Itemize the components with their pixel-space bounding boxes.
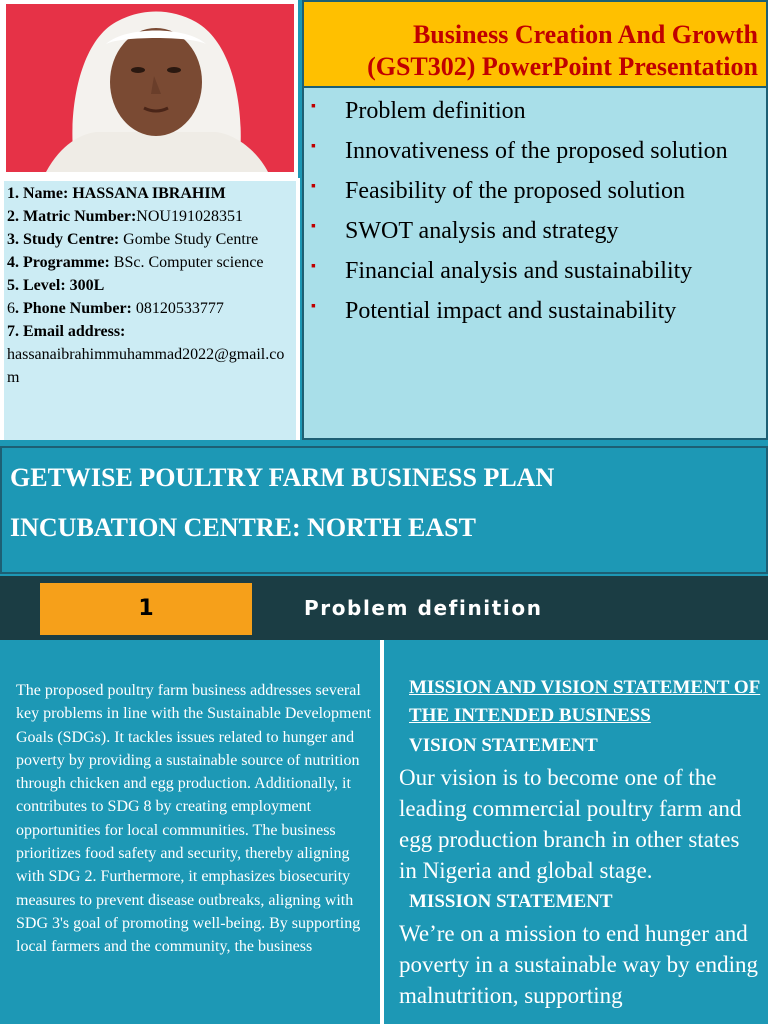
outline-item-text: Feasibility of the proposed solution bbox=[345, 178, 685, 204]
bullet-square-icon: ▪ bbox=[311, 99, 316, 114]
outline-item bbox=[308, 254, 758, 288]
bullet-square-icon: ▪ bbox=[311, 259, 316, 274]
bullet-square-icon: ▪ bbox=[311, 299, 316, 314]
programme-row bbox=[7, 251, 293, 274]
mission-label: MISSION STATEMENT bbox=[409, 891, 613, 912]
title-line-2: (GST302) PowerPoint Presentation bbox=[367, 52, 758, 81]
phone-value: 08120533777 bbox=[131, 300, 224, 317]
business-plan-header bbox=[0, 446, 768, 574]
matric-row bbox=[7, 205, 293, 228]
email-label-row bbox=[7, 320, 293, 343]
outline-item-text: Financial analysis and sustainability bbox=[345, 258, 693, 284]
student-name-row bbox=[7, 182, 293, 205]
phone-number-index: 6 bbox=[7, 300, 15, 317]
outline-item bbox=[308, 214, 758, 248]
mission-text: We’re on a mission to end hunger and poverty in a sustainable way by ending malnutrition, supporting bbox=[399, 921, 758, 1008]
outline-item bbox=[308, 134, 758, 168]
bullet-square-icon: ▪ bbox=[311, 179, 316, 194]
outline-item bbox=[308, 174, 758, 208]
vision-label: VISION STATEMENT bbox=[409, 735, 598, 756]
vision-text: Our vision is to become one of the leading commercial poultry farm and egg production branch in other states in Nigeria and global stage. bbox=[399, 765, 742, 883]
matric-label: 2. Matric Number: bbox=[7, 208, 137, 225]
phone-label: . Phone Number: bbox=[15, 300, 132, 317]
outline-item-text: Potential impact and sustainability bbox=[345, 298, 677, 324]
mission-vision-heading: MISSION AND VISION STATEMENT OF THE INTENDED BUSINESS bbox=[409, 677, 761, 726]
email-value: hassanaibrahimmuhammad2022@gmail.com bbox=[7, 346, 285, 386]
incubation-centre: INCUBATION CENTRE: NORTH EAST bbox=[10, 513, 476, 542]
programme-value: BSc. Computer science bbox=[109, 254, 264, 271]
bullet-square-icon: ▪ bbox=[311, 219, 316, 234]
outline-item bbox=[308, 294, 758, 328]
business-plan-title: GETWISE POULTRY FARM BUSINESS PLAN bbox=[10, 463, 555, 492]
outline-item bbox=[308, 94, 758, 128]
presentation-title-box bbox=[302, 0, 768, 88]
student-info-panel bbox=[4, 181, 296, 440]
outline-item-text: Innovativeness of the proposed solution bbox=[345, 138, 728, 164]
photo-background bbox=[6, 4, 294, 172]
programme-label: 4. Programme: bbox=[7, 254, 110, 271]
title-line-1: Business Creation And Growth bbox=[412, 20, 758, 49]
mission-vision-column bbox=[399, 674, 761, 1011]
phone-row bbox=[7, 297, 293, 320]
column-divider bbox=[380, 640, 384, 1024]
name-label: 1. Name: HASSANA IBRAHIM bbox=[7, 185, 226, 202]
outline-bullets-box bbox=[302, 88, 768, 440]
level-label: 5. Level: 300L bbox=[7, 277, 105, 294]
outline-item-text: Problem definition bbox=[345, 98, 526, 124]
outline-item-text: SWOT analysis and strategy bbox=[345, 218, 619, 244]
matric-value: NOU191028351 bbox=[136, 208, 243, 225]
email-label: 7. Email address: bbox=[7, 323, 126, 340]
problem-description: The proposed poultry farm business addresses several key problems in line with the Sustainable Development Goals (SDGs). It tackles issues related to hunger and poverty by providing a sustainable source of nutrition through chicken and egg production. Additionally, it contributes to SDG 8 by creating employment opportunities for local communities. The business prioritizes food safety and security, thereby aligning with SDG 2. Furthermore, it emphasizes biosecurity measures to prevent disease outbreaks, aligning with SDG 3's goal of promoting well-being. By supporting local farmers and the community, the business bbox=[16, 682, 372, 956]
section-title: Problem definition bbox=[304, 596, 543, 620]
student-photo bbox=[0, 0, 298, 178]
student-info-box bbox=[0, 178, 300, 440]
section-number: 1 bbox=[40, 583, 252, 635]
centre-label: 3. Study Centre: bbox=[7, 231, 120, 248]
centre-value: Gombe Study Centre bbox=[119, 231, 259, 248]
level-row bbox=[7, 274, 293, 297]
bullet-square-icon: ▪ bbox=[311, 139, 316, 154]
presentation-title bbox=[304, 2, 766, 83]
student-portrait-image bbox=[6, 4, 294, 172]
study-centre-row bbox=[7, 228, 293, 251]
